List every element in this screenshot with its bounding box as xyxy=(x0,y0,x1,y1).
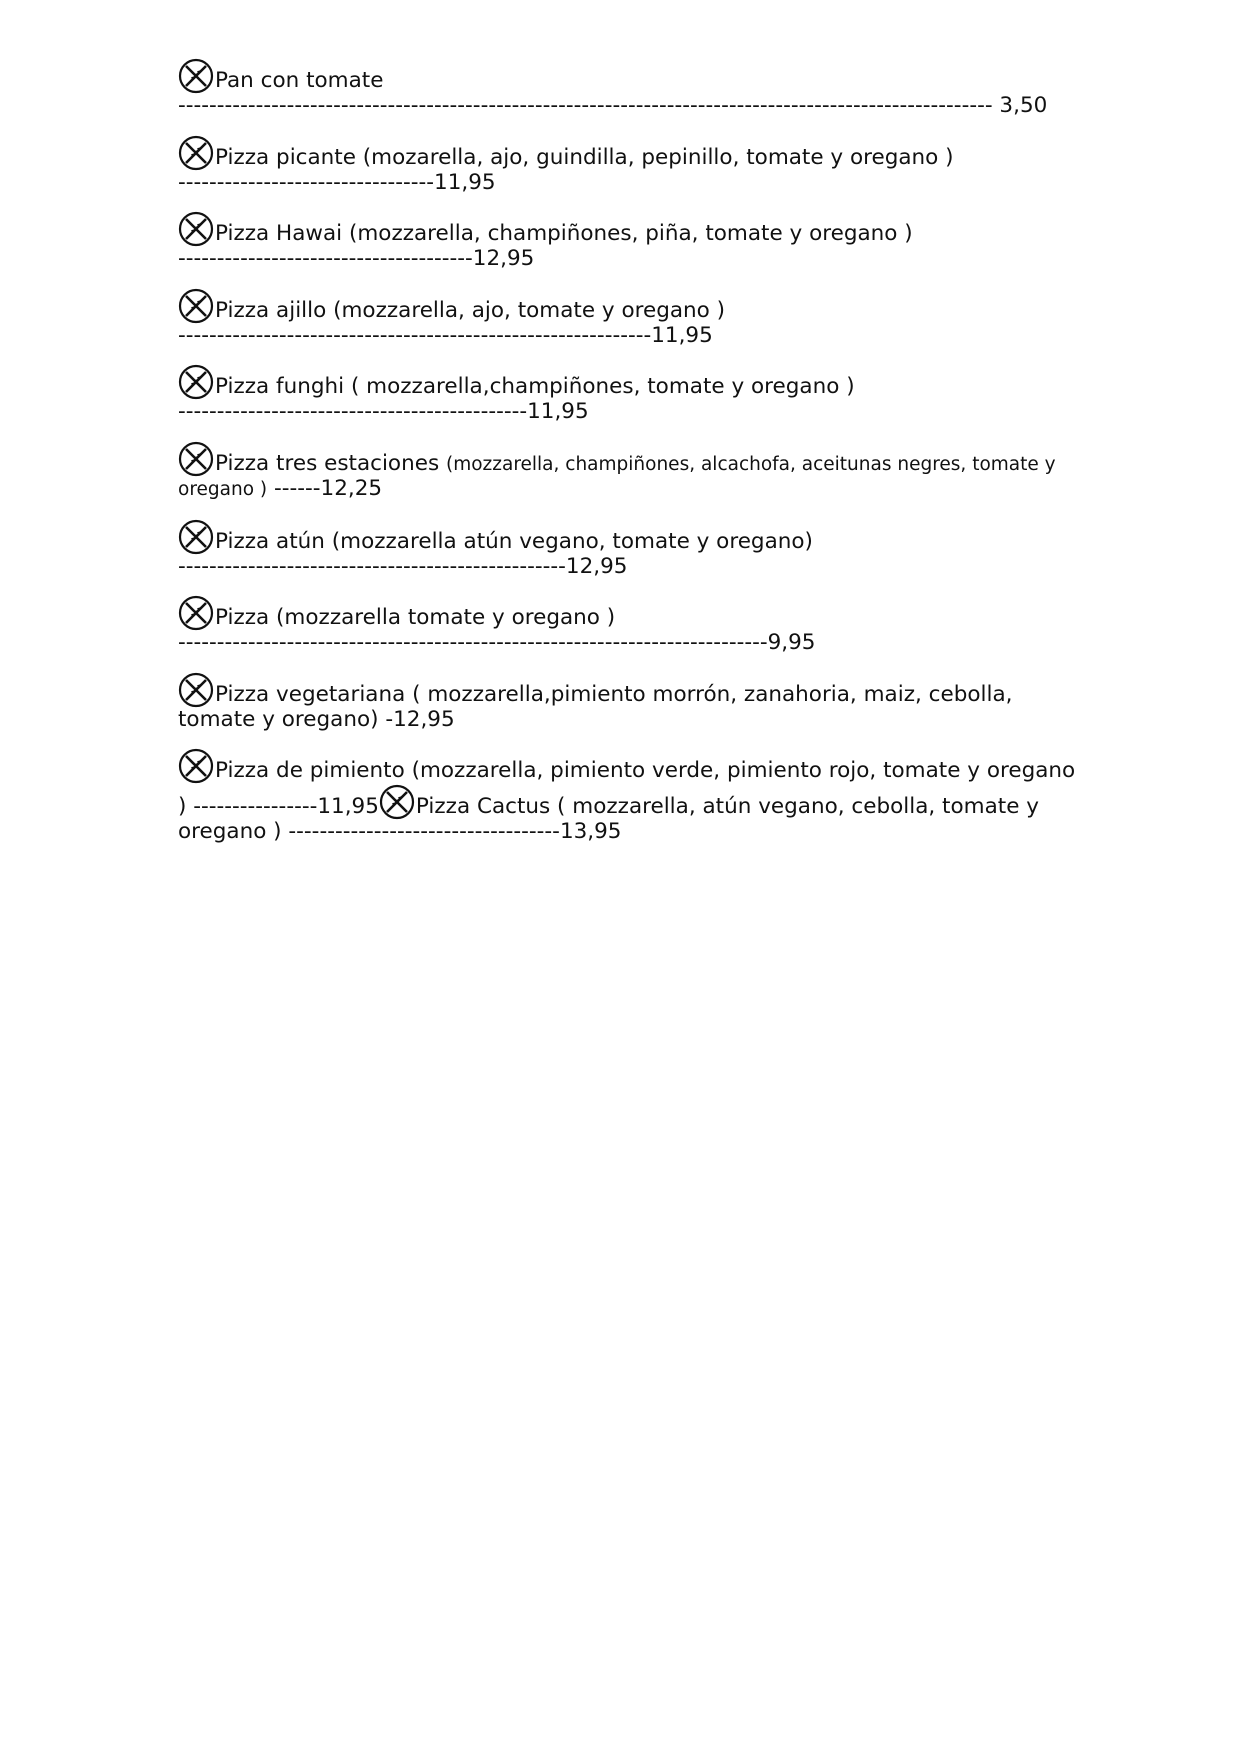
menu-item xyxy=(178,441,1078,503)
item-price-line: ---------------------------------------------11,95 xyxy=(178,399,589,424)
menu-item xyxy=(178,288,1078,349)
item-name: Pizza ajillo (mozzarella, ajo, tomate y oregano ) xyxy=(215,297,726,323)
item-price-line: --------------------------------------------------------------------------------------------------------- 3,50 xyxy=(178,93,1048,118)
menu-list xyxy=(178,58,1078,861)
no-gluten-icon xyxy=(178,595,214,631)
item-name: Pizza vegetariana ( mozzarella,pimiento morrón, zanahoria, maiz, cebolla, tomate y oregano) -12,95 xyxy=(178,681,1013,732)
no-gluten-icon xyxy=(178,364,214,400)
no-gluten-icon xyxy=(178,519,214,555)
menu-item xyxy=(178,519,1078,580)
item-name: Pizza Cactus ( mozzarella, atún vegano, cebolla, tomate y oregano ) -----------------------------------13,95 xyxy=(178,794,1039,844)
menu-item xyxy=(178,135,1078,196)
item-name: Pan con tomate xyxy=(215,68,384,93)
menu-item xyxy=(178,595,1078,656)
item-name: Pizza tres estaciones xyxy=(215,450,440,476)
menu-item xyxy=(178,211,1078,272)
item-detail: (mozzarella, champiñones, alcachofa, aceitunas negres, tomate y oregano ) xyxy=(178,453,1056,500)
no-gluten-icon xyxy=(178,441,214,477)
item-price-line: -------------------------------------------------------------11,95 xyxy=(178,322,713,348)
no-gluten-icon xyxy=(178,288,214,324)
no-gluten-icon xyxy=(379,784,415,820)
no-gluten-icon xyxy=(178,748,214,784)
item-name: Pizza (mozzarella tomate y oregano ) xyxy=(215,605,616,630)
no-gluten-icon xyxy=(178,672,214,708)
item-price-line: ---------------------------------11,95 xyxy=(178,169,496,195)
no-gluten-icon xyxy=(178,211,214,247)
menu-item xyxy=(178,672,1078,733)
no-gluten-icon xyxy=(178,58,214,94)
item-price-line: ----------------------------------------------------------------------------9,95 xyxy=(178,630,816,655)
item-price-line: ------12,25 xyxy=(273,476,383,501)
item-name: Pizza picante (mozarella, ajo, guindilla, pepinillo, tomate y oregano ) xyxy=(215,144,954,170)
item-name: Pizza funghi ( mozzarella,champiñones, tomate y oregano ) xyxy=(215,374,855,399)
menu-item xyxy=(178,58,1078,119)
menu-item xyxy=(178,364,1078,425)
item-name: Pizza atún (mozzarella atún vegano, tomate y oregano) xyxy=(215,528,813,554)
item-price-line: --------------------------------------12,95 xyxy=(178,246,535,271)
no-gluten-icon xyxy=(178,135,214,171)
item-name: Pizza Hawai (mozzarella, champiñones, piña, tomate y oregano ) xyxy=(215,221,913,246)
item-name: Pizza de pimiento (mozzarella, pimiento verde, pimiento rojo, tomate y oregano ) ----------------11,95 xyxy=(178,758,1076,819)
item-price-line: --------------------------------------------------12,95 xyxy=(178,553,628,579)
menu-item xyxy=(178,748,1078,845)
